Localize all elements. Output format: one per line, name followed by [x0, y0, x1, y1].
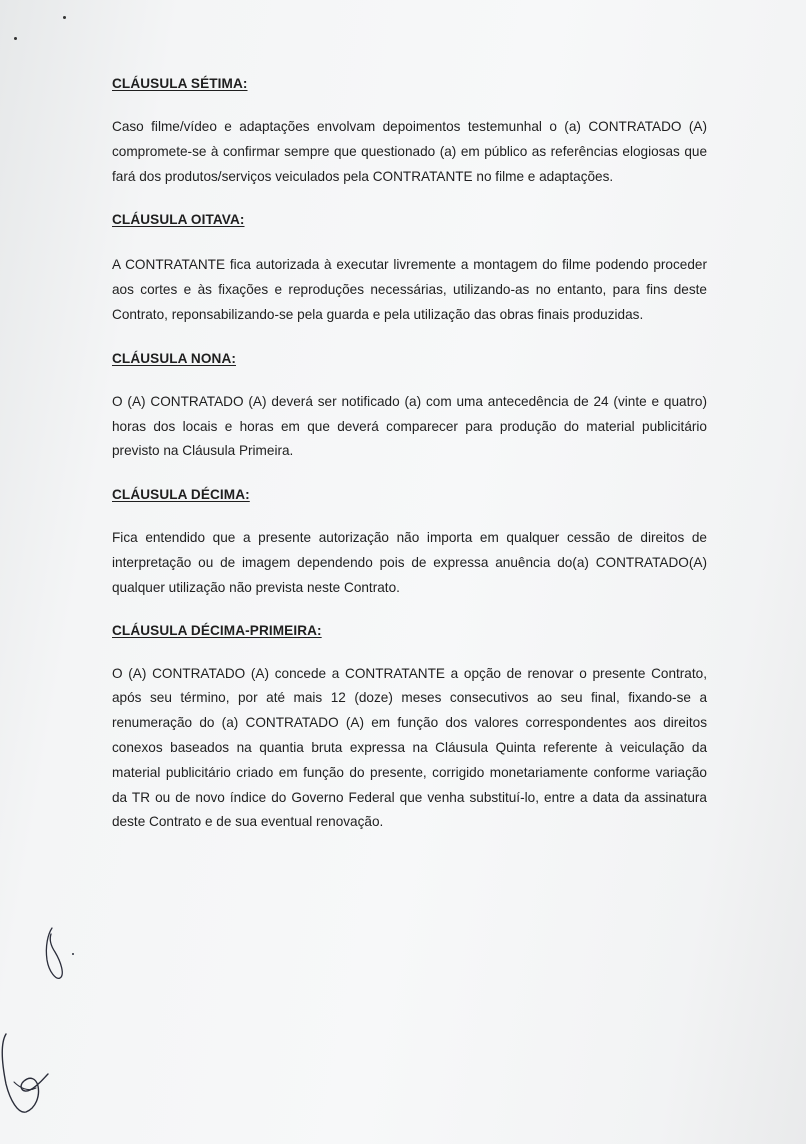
clause-setima	[112, 76, 707, 189]
clause-paragraph: O (A) CONTRATADO (A) deverá ser notificado (a) com uma antecedência de 24 (vinte e quatro) horas dos locais e horas em que deverá comparecer para produção do material publicitário previsto na Cláusula Primeira.	[112, 393, 707, 459]
paper-speck	[63, 16, 66, 19]
clause-heading: CLÁUSULA OITAVA:	[112, 212, 245, 228]
signature-mark	[0, 1026, 60, 1122]
clause-heading: CLÁUSULA NONA:	[112, 350, 236, 366]
clause-nona	[112, 351, 707, 464]
clause-paragraph: Fica entendido que a presente autorização não importa em qualquer cessão de direitos de interpretação ou de imagem dependendo pois de expressa anuência do(a) CONTRATADO(A) qualquer utilização não prevista neste Contrato.	[112, 530, 707, 595]
clause-paragraph: A CONTRATANTE fica autorizada à executar livremente a montagem do filme podendo proceder aos cortes e às fixações e reproduções necessárias, utilizando-as no entanto, para fins deste Contrato, reponsabilizando-se pela guarda e pela utilização das obras finais produzidas.	[112, 257, 707, 322]
clause-heading: CLÁUSULA DÉCIMA-PRIMEIRA:	[112, 622, 322, 638]
contract-text	[112, 68, 707, 835]
clause-oitava	[112, 212, 707, 327]
clause-paragraph: Caso filme/vídeo e adaptações envolvam depoimentos testemunhal o (a) CONTRATADO (A) compromete-se à confirmar sempre que questionado (a) em público as referências elogiosas que fará dos produtos/serviços veiculados pela CONTRATANTE no filme e adaptações.	[112, 119, 707, 184]
clause-decima	[112, 487, 707, 600]
clause-paragraph: O (A) CONTRATADO (A) concede a CONTRATANTE a opção de renovar o presente Contrato, após seu término, por até mais 12 (doze) meses consecutivos ao seu final, fixando-se a renumeração do (a) CONTRATADO (A) em função dos valores correspondentes aos direitos conexos baseados na quantia bruta expressa na Cláusula Quinta referente à veiculação da material publicitário criado em função do presente, corrigido monetariamente conforme variação da TR ou de novo índice do Governo Federal que venha substituí-lo, entre a data da assinatura deste Contrato e de sua eventual renovação.	[112, 665, 707, 830]
paper-speck	[14, 37, 17, 40]
margin-initial-mark	[40, 924, 80, 986]
clause-heading: CLÁUSULA SÉTIMA:	[112, 76, 248, 91]
clause-heading: CLÁUSULA DÉCIMA:	[112, 487, 250, 503]
clause-decima-primeira	[112, 623, 707, 836]
